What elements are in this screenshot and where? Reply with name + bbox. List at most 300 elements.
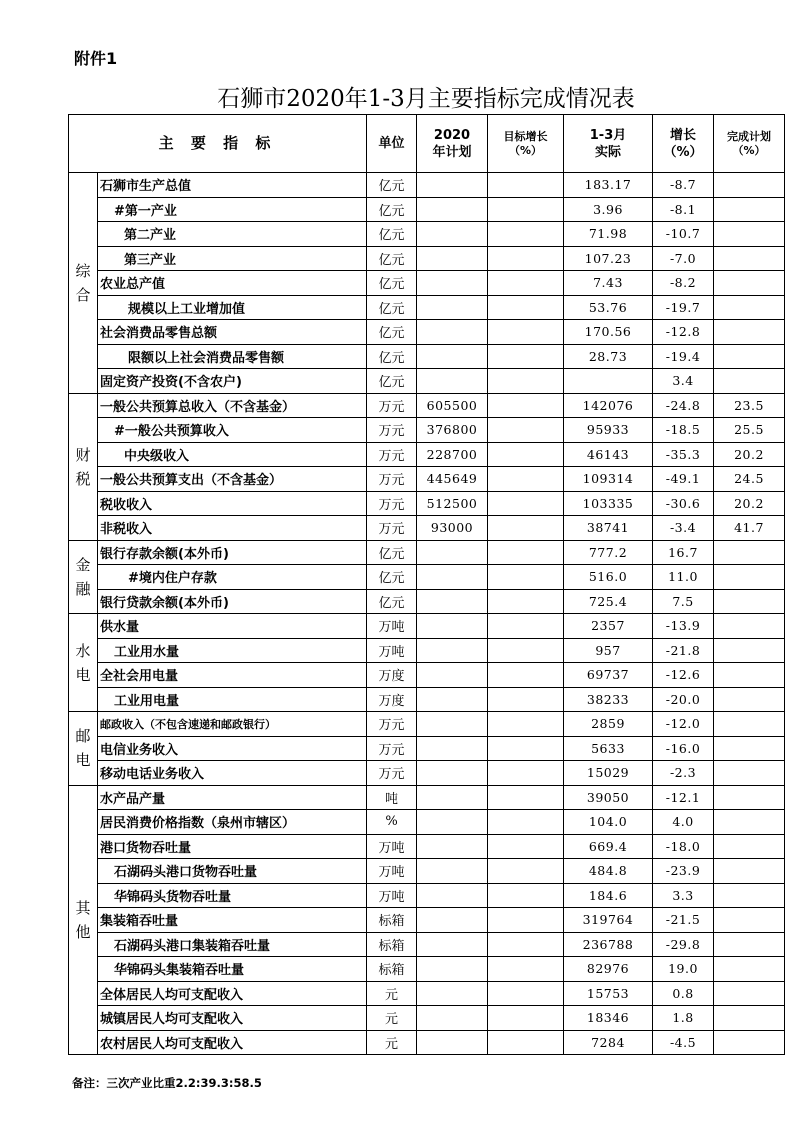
table-row	[69, 810, 785, 835]
actual-cell: 2859	[564, 712, 653, 737]
unit-cell: 万吨	[367, 883, 417, 908]
growth-cell: 1.8	[653, 1006, 714, 1031]
indicator-name: 华锦码头集装箱吞吐量	[98, 957, 367, 982]
completion-cell	[714, 932, 785, 957]
growth-cell: -18.5	[653, 418, 714, 443]
target-cell	[488, 663, 564, 688]
growth-cell: -4.5	[653, 1030, 714, 1055]
table-row	[69, 173, 785, 198]
completion-cell	[714, 687, 785, 712]
actual-cell: 142076	[564, 393, 653, 418]
indicator-name: #境内住户存款	[98, 565, 367, 590]
table-row	[69, 393, 785, 418]
actual-cell: 484.8	[564, 859, 653, 884]
actual-cell: 95933	[564, 418, 653, 443]
indicator-name: 邮政收入（不包含速递和邮政银行）	[98, 712, 367, 737]
completion-cell	[714, 712, 785, 737]
plan-cell	[417, 540, 488, 565]
actual-cell: 104.0	[564, 810, 653, 835]
growth-cell: -24.8	[653, 393, 714, 418]
table-row	[69, 614, 785, 639]
growth-cell: -12.1	[653, 785, 714, 810]
unit-cell: 亿元	[367, 540, 417, 565]
indicator-name: 石狮市生产总值	[98, 173, 367, 198]
unit-cell: 亿元	[367, 173, 417, 198]
target-cell	[488, 687, 564, 712]
table-row	[69, 859, 785, 884]
target-cell	[488, 981, 564, 1006]
table-row	[69, 663, 785, 688]
completion-cell	[714, 271, 785, 296]
plan-cell	[417, 1030, 488, 1055]
header-actual	[564, 115, 653, 173]
indicator-name: 港口货物吞吐量	[98, 834, 367, 859]
plan-cell	[417, 932, 488, 957]
completion-cell	[714, 663, 785, 688]
plan-cell	[417, 663, 488, 688]
completion-cell	[714, 957, 785, 982]
indicator-name: 银行贷款余额(本外币)	[98, 589, 367, 614]
header-completion-text: 完成计划（%）	[727, 129, 772, 157]
growth-cell: -23.9	[653, 859, 714, 884]
actual-cell: 516.0	[564, 565, 653, 590]
target-cell	[488, 565, 564, 590]
actual-cell: 7284	[564, 1030, 653, 1055]
completion-cell	[714, 859, 785, 884]
target-cell	[488, 197, 564, 222]
completion-cell	[714, 565, 785, 590]
target-cell	[488, 344, 564, 369]
indicator-name: 一般公共预算总收入（不含基金）	[98, 393, 367, 418]
actual-cell: 183.17	[564, 173, 653, 198]
actual-cell: 3.96	[564, 197, 653, 222]
plan-cell	[417, 761, 488, 786]
completion-cell	[714, 589, 785, 614]
table-body	[69, 173, 785, 1055]
category-cell	[69, 712, 98, 786]
category-cell	[69, 393, 98, 540]
completion-cell	[714, 1030, 785, 1055]
plan-cell	[417, 1006, 488, 1031]
plan-cell	[417, 785, 488, 810]
unit-cell: 万元	[367, 491, 417, 516]
growth-cell: 19.0	[653, 957, 714, 982]
indicator-name: 社会消费品零售总额	[98, 320, 367, 345]
actual-cell: 7.43	[564, 271, 653, 296]
unit-cell: 万元	[367, 393, 417, 418]
indicator-name: 电信业务收入	[98, 736, 367, 761]
actual-cell: 39050	[564, 785, 653, 810]
unit-cell: 标箱	[367, 957, 417, 982]
table-row	[69, 442, 785, 467]
header-plan-text: 2020年计划	[432, 127, 472, 160]
table-row	[69, 320, 785, 345]
table-row	[69, 271, 785, 296]
category-label: 综合	[75, 261, 91, 304]
actual-cell: 69737	[564, 663, 653, 688]
target-cell	[488, 736, 564, 761]
indicator-name: #第一产业	[98, 197, 367, 222]
target-cell	[488, 222, 564, 247]
completion-cell	[714, 908, 785, 933]
indicator-name: 工业用电量	[98, 687, 367, 712]
unit-cell: 万吨	[367, 834, 417, 859]
indicator-name: 供水量	[98, 614, 367, 639]
completion-cell	[714, 344, 785, 369]
completion-cell	[714, 785, 785, 810]
plan-cell: 445649	[417, 467, 488, 492]
unit-cell: 亿元	[367, 222, 417, 247]
table-row	[69, 785, 785, 810]
completion-cell	[714, 834, 785, 859]
target-cell	[488, 761, 564, 786]
actual-cell: 82976	[564, 957, 653, 982]
actual-cell: 53.76	[564, 295, 653, 320]
target-cell	[488, 467, 564, 492]
indicator-name: 农业总产值	[98, 271, 367, 296]
completion-cell	[714, 761, 785, 786]
indicator-name: 中央级收入	[98, 442, 367, 467]
growth-cell: -12.0	[653, 712, 714, 737]
table-row	[69, 540, 785, 565]
actual-cell: 2357	[564, 614, 653, 639]
unit-cell: 亿元	[367, 369, 417, 394]
unit-cell: 元	[367, 1030, 417, 1055]
plan-cell	[417, 638, 488, 663]
growth-cell: 16.7	[653, 540, 714, 565]
target-cell	[488, 1030, 564, 1055]
table-row	[69, 761, 785, 786]
table-row	[69, 565, 785, 590]
target-cell	[488, 932, 564, 957]
plan-cell	[417, 859, 488, 884]
table-row	[69, 908, 785, 933]
growth-cell: -7.0	[653, 246, 714, 271]
completion-cell	[714, 197, 785, 222]
target-cell	[488, 516, 564, 541]
plan-cell	[417, 173, 488, 198]
actual-cell: 236788	[564, 932, 653, 957]
growth-cell: -18.0	[653, 834, 714, 859]
growth-cell: -30.6	[653, 491, 714, 516]
completion-cell: 20.2	[714, 491, 785, 516]
plan-cell	[417, 883, 488, 908]
growth-cell: -8.2	[653, 271, 714, 296]
growth-cell: -8.7	[653, 173, 714, 198]
indicator-name: 移动电话业务收入	[98, 761, 367, 786]
growth-cell: -19.4	[653, 344, 714, 369]
growth-cell: 11.0	[653, 565, 714, 590]
completion-cell: 20.2	[714, 442, 785, 467]
category-cell	[69, 614, 98, 712]
completion-cell	[714, 736, 785, 761]
unit-cell: 万吨	[367, 859, 417, 884]
plan-cell	[417, 810, 488, 835]
indicator-name: 固定资产投资(不含农户)	[98, 369, 367, 394]
actual-cell: 28.73	[564, 344, 653, 369]
attachment-label: 附件1	[74, 49, 118, 68]
growth-cell: -21.8	[653, 638, 714, 663]
growth-cell: -12.8	[653, 320, 714, 345]
plan-cell	[417, 908, 488, 933]
unit-cell: 亿元	[367, 589, 417, 614]
growth-cell: -3.4	[653, 516, 714, 541]
plan-cell: 512500	[417, 491, 488, 516]
unit-cell: 万元	[367, 516, 417, 541]
actual-cell: 46143	[564, 442, 653, 467]
indicator-name: 集装箱吞吐量	[98, 908, 367, 933]
completion-cell	[714, 883, 785, 908]
completion-cell	[714, 173, 785, 198]
table-row	[69, 516, 785, 541]
category-label: 金融	[75, 555, 91, 598]
unit-cell: 万元	[367, 442, 417, 467]
actual-cell: 103335	[564, 491, 653, 516]
target-cell	[488, 540, 564, 565]
unit-cell: 元	[367, 1006, 417, 1031]
unit-cell: 亿元	[367, 271, 417, 296]
unit-cell: 亿元	[367, 320, 417, 345]
category-cell	[69, 540, 98, 614]
growth-cell: -12.6	[653, 663, 714, 688]
plan-cell	[417, 712, 488, 737]
completion-cell	[714, 540, 785, 565]
target-cell	[488, 418, 564, 443]
target-cell	[488, 589, 564, 614]
growth-cell: -20.0	[653, 687, 714, 712]
table-row	[69, 369, 785, 394]
actual-cell: 319764	[564, 908, 653, 933]
unit-cell: 万元	[367, 736, 417, 761]
completion-cell	[714, 810, 785, 835]
completion-cell	[714, 614, 785, 639]
indicator-name: 银行存款余额(本外币)	[98, 540, 367, 565]
target-cell	[488, 246, 564, 271]
category-cell	[69, 173, 98, 394]
indicator-name: #一般公共预算收入	[98, 418, 367, 443]
header-plan	[417, 115, 488, 173]
unit-cell: 万度	[367, 663, 417, 688]
footnote: 备注：三次产业比重2.2:39.3:58.5	[72, 1076, 262, 1090]
header-target-text: 目标增长（%）	[503, 129, 548, 157]
target-cell	[488, 638, 564, 663]
unit-cell: 标箱	[367, 908, 417, 933]
growth-cell: -29.8	[653, 932, 714, 957]
target-cell	[488, 442, 564, 467]
growth-cell: 4.0	[653, 810, 714, 835]
indicator-name: 第二产业	[98, 222, 367, 247]
header-unit: 单位	[367, 115, 417, 173]
header-row	[69, 115, 785, 173]
unit-cell: 亿元	[367, 197, 417, 222]
target-cell	[488, 491, 564, 516]
unit-cell: 元	[367, 981, 417, 1006]
table-row	[69, 883, 785, 908]
completion-cell	[714, 1006, 785, 1031]
table-row	[69, 1030, 785, 1055]
target-cell	[488, 957, 564, 982]
plan-cell	[417, 222, 488, 247]
plan-cell	[417, 687, 488, 712]
table-row	[69, 246, 785, 271]
indicator-name: 限额以上社会消费品零售额	[98, 344, 367, 369]
plan-cell	[417, 736, 488, 761]
target-cell	[488, 908, 564, 933]
completion-cell	[714, 638, 785, 663]
unit-cell: 万元	[367, 712, 417, 737]
completion-cell	[714, 369, 785, 394]
growth-cell: -19.7	[653, 295, 714, 320]
indicator-name: 石湖码头港口货物吞吐量	[98, 859, 367, 884]
target-cell	[488, 810, 564, 835]
table-row	[69, 295, 785, 320]
header-target-growth	[488, 115, 564, 173]
unit-cell: 吨	[367, 785, 417, 810]
indicator-table	[68, 114, 785, 1055]
unit-cell: 万元	[367, 467, 417, 492]
unit-cell: 亿元	[367, 344, 417, 369]
plan-cell	[417, 369, 488, 394]
target-cell	[488, 712, 564, 737]
target-cell	[488, 883, 564, 908]
plan-cell	[417, 565, 488, 590]
header-indicator: 主 要 指 标	[69, 115, 367, 173]
completion-cell: 23.5	[714, 393, 785, 418]
unit-cell: 亿元	[367, 565, 417, 590]
completion-cell: 24.5	[714, 467, 785, 492]
table-row	[69, 491, 785, 516]
table-row	[69, 638, 785, 663]
plan-cell	[417, 246, 488, 271]
growth-cell: -10.7	[653, 222, 714, 247]
unit-cell: 万度	[367, 687, 417, 712]
unit-cell: 亿元	[367, 246, 417, 271]
unit-cell: 标箱	[367, 932, 417, 957]
table-row	[69, 589, 785, 614]
completion-cell: 41.7	[714, 516, 785, 541]
indicator-name: 城镇居民人均可支配收入	[98, 1006, 367, 1031]
table-row	[69, 1006, 785, 1031]
indicator-name: 非税收入	[98, 516, 367, 541]
plan-cell	[417, 320, 488, 345]
completion-cell	[714, 981, 785, 1006]
completion-cell: 25.5	[714, 418, 785, 443]
category-cell	[69, 785, 98, 1055]
growth-cell: -49.1	[653, 467, 714, 492]
indicator-name: 工业用水量	[98, 638, 367, 663]
category-label: 水电	[75, 641, 91, 684]
plan-cell	[417, 614, 488, 639]
unit-cell: %	[367, 810, 417, 835]
actual-cell: 109314	[564, 467, 653, 492]
growth-cell: -2.3	[653, 761, 714, 786]
category-label: 其他	[75, 898, 91, 941]
completion-cell	[714, 222, 785, 247]
table-row	[69, 197, 785, 222]
target-cell	[488, 859, 564, 884]
growth-cell: -35.3	[653, 442, 714, 467]
target-cell	[488, 614, 564, 639]
unit-cell: 亿元	[367, 295, 417, 320]
actual-cell: 15029	[564, 761, 653, 786]
category-label: 邮电	[75, 727, 91, 770]
indicator-name: 一般公共预算支出（不含基金）	[98, 467, 367, 492]
plan-cell: 228700	[417, 442, 488, 467]
indicator-name: 农村居民人均可支配收入	[98, 1030, 367, 1055]
actual-cell: 669.4	[564, 834, 653, 859]
unit-cell: 万吨	[367, 614, 417, 639]
indicator-name: 居民消费价格指数（泉州市辖区）	[98, 810, 367, 835]
target-cell	[488, 173, 564, 198]
table-row	[69, 957, 785, 982]
growth-cell: 3.4	[653, 369, 714, 394]
growth-cell: 7.5	[653, 589, 714, 614]
plan-cell	[417, 957, 488, 982]
completion-cell	[714, 295, 785, 320]
header-growth-text: 增长（%）	[663, 127, 703, 160]
growth-cell: 3.3	[653, 883, 714, 908]
actual-cell: 38233	[564, 687, 653, 712]
table-row	[69, 687, 785, 712]
target-cell	[488, 834, 564, 859]
table-row	[69, 834, 785, 859]
table-row	[69, 344, 785, 369]
plan-cell	[417, 295, 488, 320]
plan-cell	[417, 981, 488, 1006]
plan-cell	[417, 197, 488, 222]
actual-cell: 15753	[564, 981, 653, 1006]
header-completion	[714, 115, 785, 173]
header-actual-text: 1-3月实际	[589, 127, 627, 160]
actual-cell: 18346	[564, 1006, 653, 1031]
growth-cell: -16.0	[653, 736, 714, 761]
table-row	[69, 932, 785, 957]
indicator-name: 石湖码头港口集装箱吞吐量	[98, 932, 367, 957]
plan-cell: 376800	[417, 418, 488, 443]
indicator-name: 全体居民人均可支配收入	[98, 981, 367, 1006]
table-row	[69, 222, 785, 247]
header-growth	[653, 115, 714, 173]
target-cell	[488, 271, 564, 296]
indicator-name: 华锦码头货物吞吐量	[98, 883, 367, 908]
target-cell	[488, 295, 564, 320]
actual-cell: 725.4	[564, 589, 653, 614]
actual-cell: 777.2	[564, 540, 653, 565]
actual-cell: 107.23	[564, 246, 653, 271]
actual-cell: 170.56	[564, 320, 653, 345]
indicator-name: 全社会用电量	[98, 663, 367, 688]
completion-cell	[714, 246, 785, 271]
plan-cell	[417, 834, 488, 859]
table-row	[69, 418, 785, 443]
plan-cell	[417, 589, 488, 614]
growth-cell: -13.9	[653, 614, 714, 639]
table-row	[69, 712, 785, 737]
actual-cell: 957	[564, 638, 653, 663]
category-label: 财税	[75, 445, 91, 488]
indicator-name: 规模以上工业增加值	[98, 295, 367, 320]
plan-cell	[417, 344, 488, 369]
actual-cell: 38741	[564, 516, 653, 541]
unit-cell: 万吨	[367, 638, 417, 663]
plan-cell: 93000	[417, 516, 488, 541]
indicator-name: 第三产业	[98, 246, 367, 271]
unit-cell: 万元	[367, 761, 417, 786]
actual-cell: 5633	[564, 736, 653, 761]
target-cell	[488, 393, 564, 418]
completion-cell	[714, 320, 785, 345]
table-row	[69, 981, 785, 1006]
